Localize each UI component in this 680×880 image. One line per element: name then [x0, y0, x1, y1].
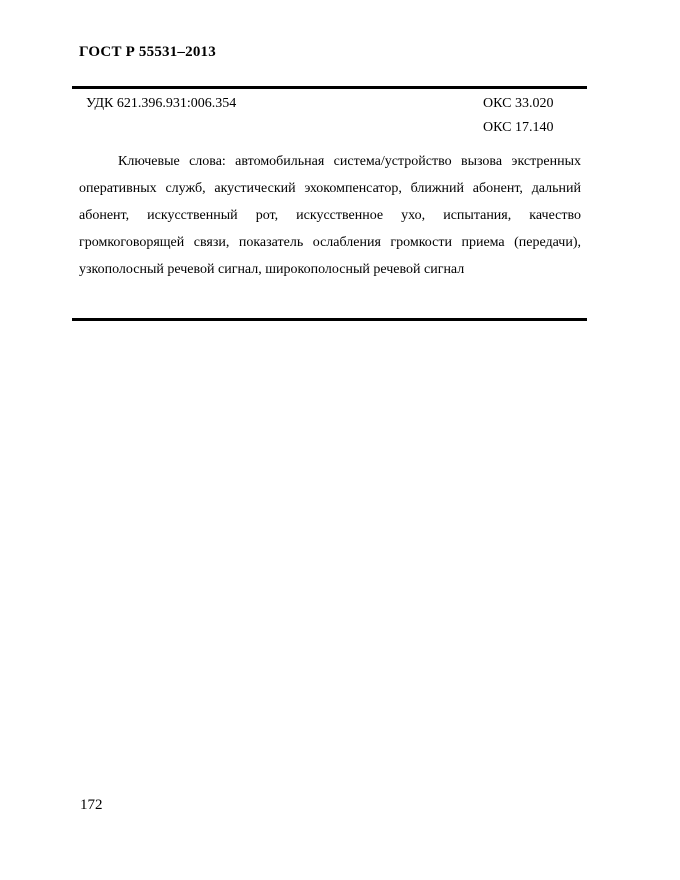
standard-title: ГОСТ Р 55531–2013 — [79, 44, 216, 60]
page-number: 172 — [80, 797, 103, 813]
bottom-rule — [72, 318, 587, 321]
udc-code: УДК 621.396.931:006.354 — [86, 96, 237, 111]
oks-code-2: ОКС 17.140 — [483, 120, 554, 135]
oks-code-1: ОКС 33.020 — [483, 96, 554, 111]
top-rule — [72, 86, 587, 89]
keywords-paragraph: Ключевые слова: автомобильная система/устройство вызова экстренных оперативных служб, акустический эхокомпенсатор, ближний абонент, дальний абонент, искусственный рот, искусственное ухо, испытания, качество громкоговорящей связи, показатель ослабления громкости приема (передачи), узкополосный речевой сигнал, широкополосный речевой сигнал — [79, 154, 581, 277]
